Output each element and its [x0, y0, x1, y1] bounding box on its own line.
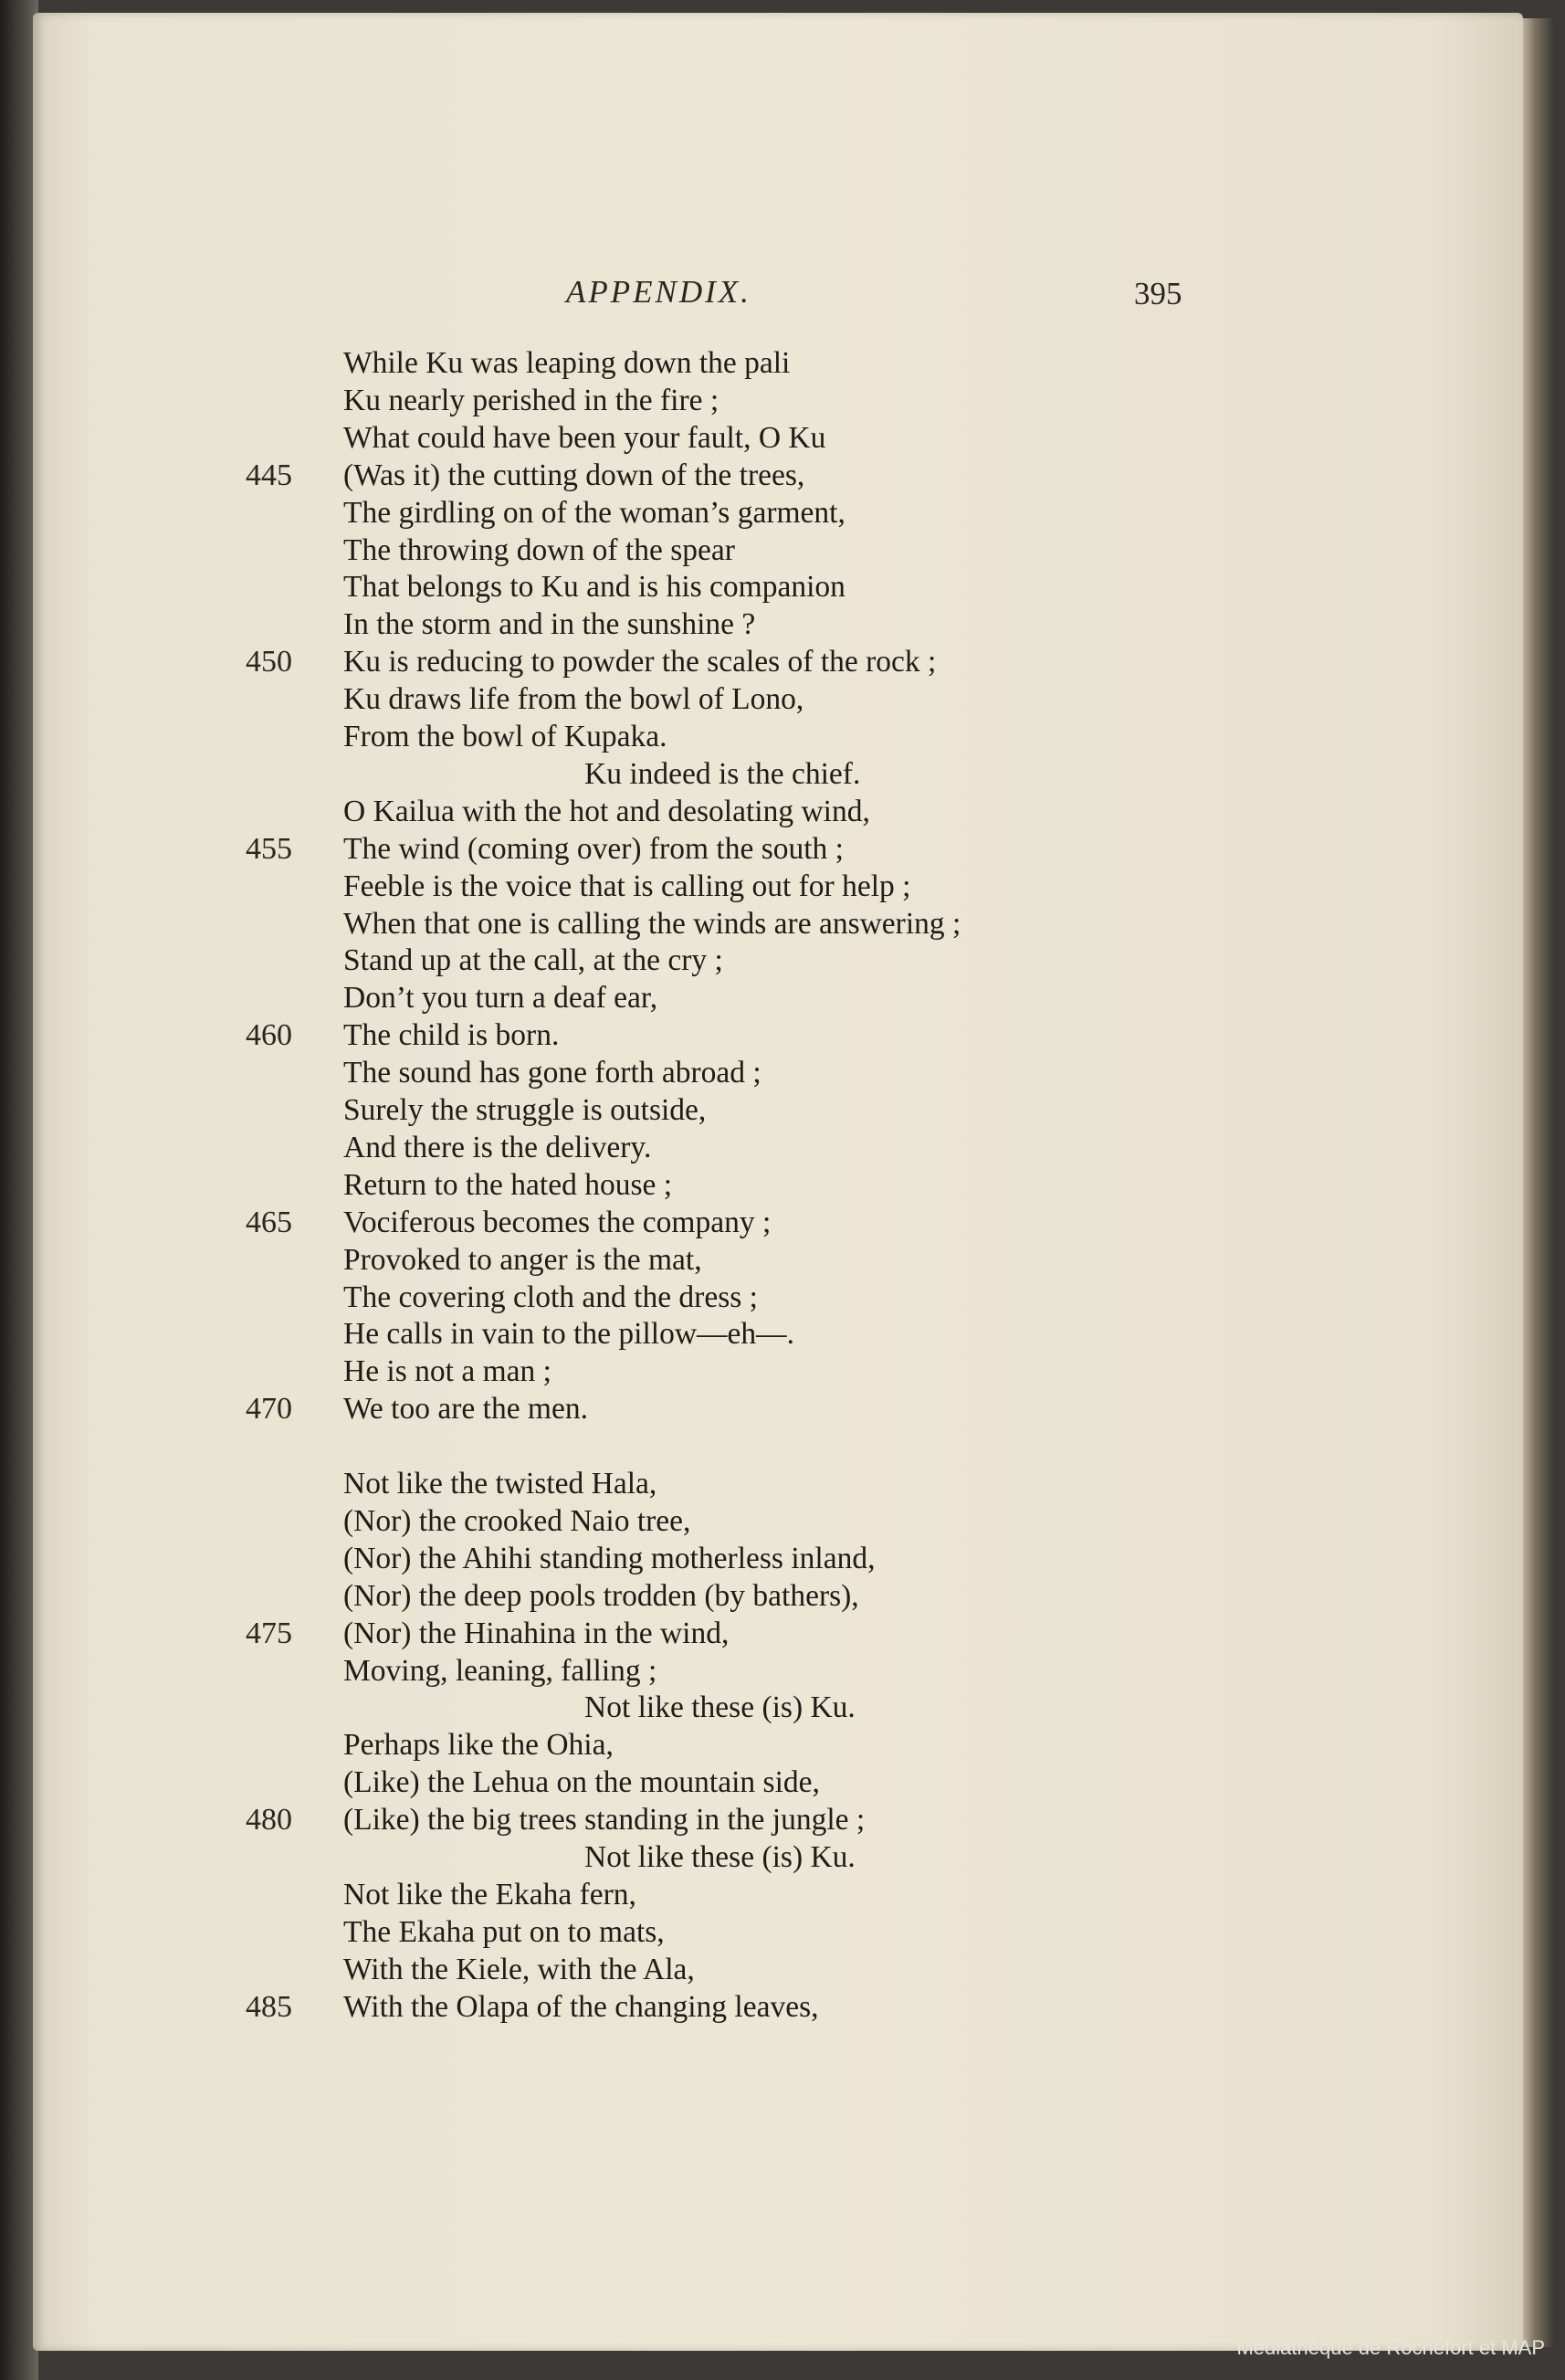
line-text: In the storm and in the sunshine ?: [343, 607, 756, 642]
poem-line: [0, 606, 1565, 643]
line-text: We too are the men.: [343, 1392, 588, 1427]
line-text: Not like the Ekaha fern,: [343, 1877, 636, 1911]
line-text: That belongs to Ku and is his companion: [343, 570, 846, 605]
line-number: 470: [246, 1392, 292, 1427]
line-text: Feeble is the voice that is calling out for help ;: [343, 869, 911, 903]
line-number: 445: [246, 458, 292, 492]
line-text: With the Olapa of the changing leaves,: [343, 1989, 819, 2024]
poem-line: [0, 1877, 1565, 1913]
poem-line: [0, 1952, 1565, 1988]
line-text: Not like the twisted Hala,: [343, 1467, 657, 1501]
line-number: 465: [246, 1205, 292, 1239]
line-text: Perhaps like the Ohia,: [343, 1728, 614, 1763]
poem-line: [0, 1130, 1565, 1166]
line-text: O Kailua with the hot and desolating wind,: [343, 794, 870, 828]
line-text: Don’t you turn a deaf ear,: [343, 981, 658, 1016]
line-text: What could have been your fault, O Ku: [343, 420, 826, 455]
line-text: Stand up at the call, at the cry ;: [343, 943, 723, 978]
running-head: APPENDIX.: [566, 274, 751, 310]
line-number: 485: [246, 1989, 292, 2024]
line-text: The covering cloth and the dress ;: [343, 1280, 758, 1314]
page-number: 395: [1134, 276, 1182, 311]
poem-line: [0, 1503, 1565, 1540]
line-number: 475: [246, 1616, 292, 1650]
line-text: (Like) the Lehua on the mountain side,: [343, 1765, 820, 1800]
line-number: 455: [246, 831, 292, 866]
poem-line: [0, 1316, 1565, 1353]
poem-line: [0, 1764, 1565, 1801]
line-text: (Nor) the crooked Naio tree,: [343, 1503, 691, 1538]
line-text: Moving, leaning, falling ;: [343, 1653, 657, 1688]
poem-line: [0, 980, 1565, 1016]
poem-line: [0, 1616, 1565, 1652]
line-number: 480: [246, 1803, 292, 1838]
line-text: (Nor) the Hinahina in the wind,: [343, 1616, 730, 1650]
line-number: 450: [246, 645, 292, 679]
poem-line: [0, 1391, 1565, 1427]
poem-line: [0, 1242, 1565, 1279]
poem-line: [0, 1541, 1565, 1577]
poem-line: [0, 458, 1565, 494]
line-text: He is not a man ;: [343, 1354, 551, 1389]
poem-line: [0, 420, 1565, 457]
poem-line: [0, 794, 1565, 830]
poem-line: [0, 644, 1565, 680]
poem-line: [0, 943, 1565, 979]
poem-line: [0, 495, 1565, 532]
line-text: Not like these (is) Ku.: [584, 1690, 856, 1725]
poem-line: [0, 1167, 1565, 1204]
line-number: 460: [246, 1018, 292, 1053]
poem-line: [0, 532, 1565, 569]
poem-line: [0, 756, 1565, 793]
line-text: (Was it) the cutting down of the trees,: [343, 458, 805, 492]
poem-line: [0, 1802, 1565, 1838]
poem-line: [0, 1727, 1565, 1764]
line-text: Not like these (is) Ku.: [584, 1840, 856, 1874]
poem-line: [0, 831, 1565, 868]
line-text: Return to the hated house ;: [343, 1167, 673, 1202]
poem-line: [0, 1055, 1565, 1091]
poem-line: [0, 383, 1565, 419]
poem-line: [0, 681, 1565, 718]
poem-line: [0, 1653, 1565, 1690]
line-text: Provoked to anger is the mat,: [343, 1242, 702, 1277]
poem-line: [0, 1205, 1565, 1241]
line-text: And there is the delivery.: [343, 1130, 652, 1164]
poem-line: [0, 1839, 1565, 1876]
line-text: The girdling on of the woman’s garment,: [343, 495, 846, 530]
poem-line: [0, 1466, 1565, 1502]
line-text: Ku nearly perished in the fire ;: [343, 383, 719, 417]
poem-line: [0, 1914, 1565, 1951]
line-text: The sound has gone forth abroad ;: [343, 1056, 761, 1090]
poem-line: [0, 906, 1565, 943]
poem-line: [0, 345, 1565, 382]
line-text: The child is born.: [343, 1018, 560, 1053]
line-text: (Nor) the deep pools trodden (by bathers),: [343, 1578, 859, 1613]
image-credit: Médiathèque de Rochefort et MAP: [1236, 2336, 1545, 2359]
line-text: Ku indeed is the chief.: [584, 756, 861, 791]
line-text: Ku is reducing to powder the scales of the rock ;: [343, 645, 937, 679]
poem-line: [0, 1017, 1565, 1054]
poem-line: [0, 869, 1565, 905]
line-text: With the Kiele, with the Ala,: [343, 1952, 695, 1986]
line-text: (Like) the big trees standing in the jungle ;: [343, 1803, 866, 1838]
line-text: The Ekaha put on to mats,: [343, 1914, 665, 1949]
line-text: The wind (coming over) from the south ;: [343, 831, 844, 866]
line-text: Vociferous becomes the company ;: [343, 1205, 772, 1239]
poem-line: [0, 569, 1565, 606]
line-text: Surely the struggle is outside,: [343, 1093, 707, 1127]
line-text: From the bowl of Kupaka.: [343, 720, 667, 753]
line-text: Ku draws life from the bowl of Lono,: [343, 682, 804, 717]
line-text: When that one is calling the winds are answering ;: [343, 906, 961, 941]
poem-line: [0, 1353, 1565, 1390]
line-text: (Nor) the Ahihi standing motherless inland,: [343, 1541, 876, 1575]
poem-line: [0, 1092, 1565, 1129]
poem-line: [0, 1578, 1565, 1615]
line-text: The throwing down of the spear: [343, 532, 735, 567]
line-text: While Ku was leaping down the pali: [343, 346, 791, 380]
poem-line: [0, 1690, 1565, 1726]
poem-line: [0, 1280, 1565, 1316]
line-text: He calls in vain to the pillow—eh—.: [343, 1317, 795, 1352]
poem-line: [0, 719, 1565, 755]
poem-line: [0, 1989, 1565, 2026]
